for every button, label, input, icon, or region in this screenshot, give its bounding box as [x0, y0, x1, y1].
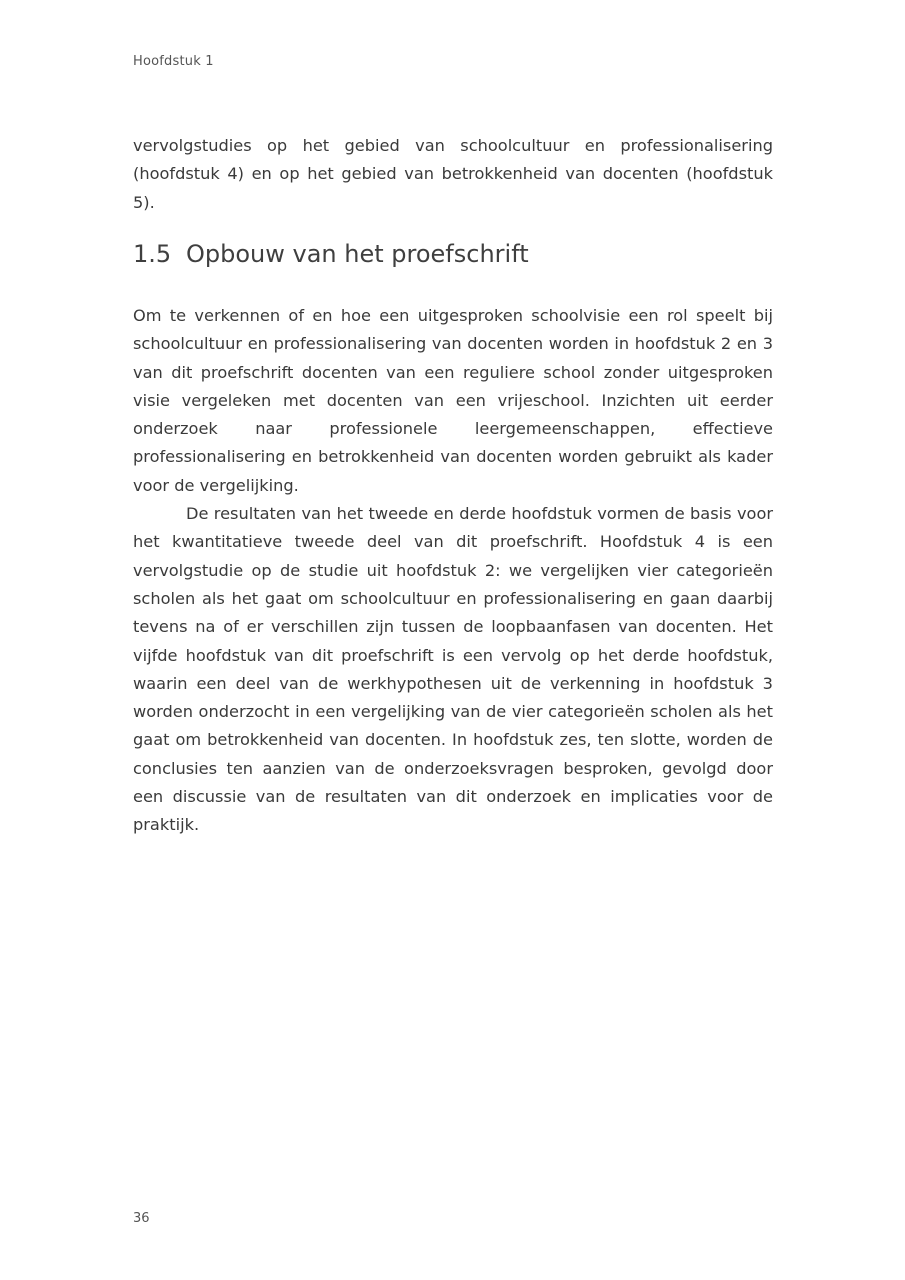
page-number: 36: [133, 1211, 150, 1226]
running-header: Hoofdstuk 1: [133, 54, 214, 69]
intro-paragraph: vervolgstudies op het gebied van schoolcultuur en professionalisering (hoofdstuk 4) en op het gebied van betrokkenheid van docenten (hoofdstuk 5).: [133, 136, 773, 212]
section-number: 1.5: [133, 240, 172, 268]
section-heading: [133, 240, 529, 268]
section-body: [133, 302, 773, 840]
body-paragraph: Om te verkennen of en hoe een uitgesproken schoolvisie een rol speelt bij schoolcultuur en professionalisering van docenten worden in hoofdstuk 2 en 3 van dit proefschrift docenten van een reguliere school zonder uitgesproken visie vergeleken met docenten van een vrijeschool. Inzichten uit eerder onderzoek naar professionele leergemeenschappen, effectieve professionalisering en betrokkenheid van docenten worden gebruikt als kader voor de vergelijking.: [133, 306, 773, 495]
body-paragraph: De resultaten van het tweede en derde hoofdstuk vormen de basis voor het kwantitatieve tweede deel van dit proefschrift. Hoofdstuk 4 is een vervolgstudie op de studie uit hoofdstuk 2: we vergelijken vier categorieën scholen als het gaat om schoolcultuur en professionalisering en gaan daarbij tevens na of er verschillen zijn tussen de loopbaanfasen van docenten. Het vijfde hoofdstuk van dit proefschrift is een vervolg op het derde hoofdstuk, waarin een deel van de werkhypothesen uit de verkenning in hoofdstuk 3 worden onderzocht in een vergelijking van de vier categorieën scholen als het gaat om betrokkenheid van docenten. In hoofdstuk zes, ten slotte, worden de conclusies ten aanzien van de onderzoeksvragen besproken, gevolgd door een discussie van de resultaten van dit onderzoek en implicaties voor de praktijk.: [133, 504, 773, 835]
section-title: Opbouw van het proefschrift: [186, 240, 529, 268]
